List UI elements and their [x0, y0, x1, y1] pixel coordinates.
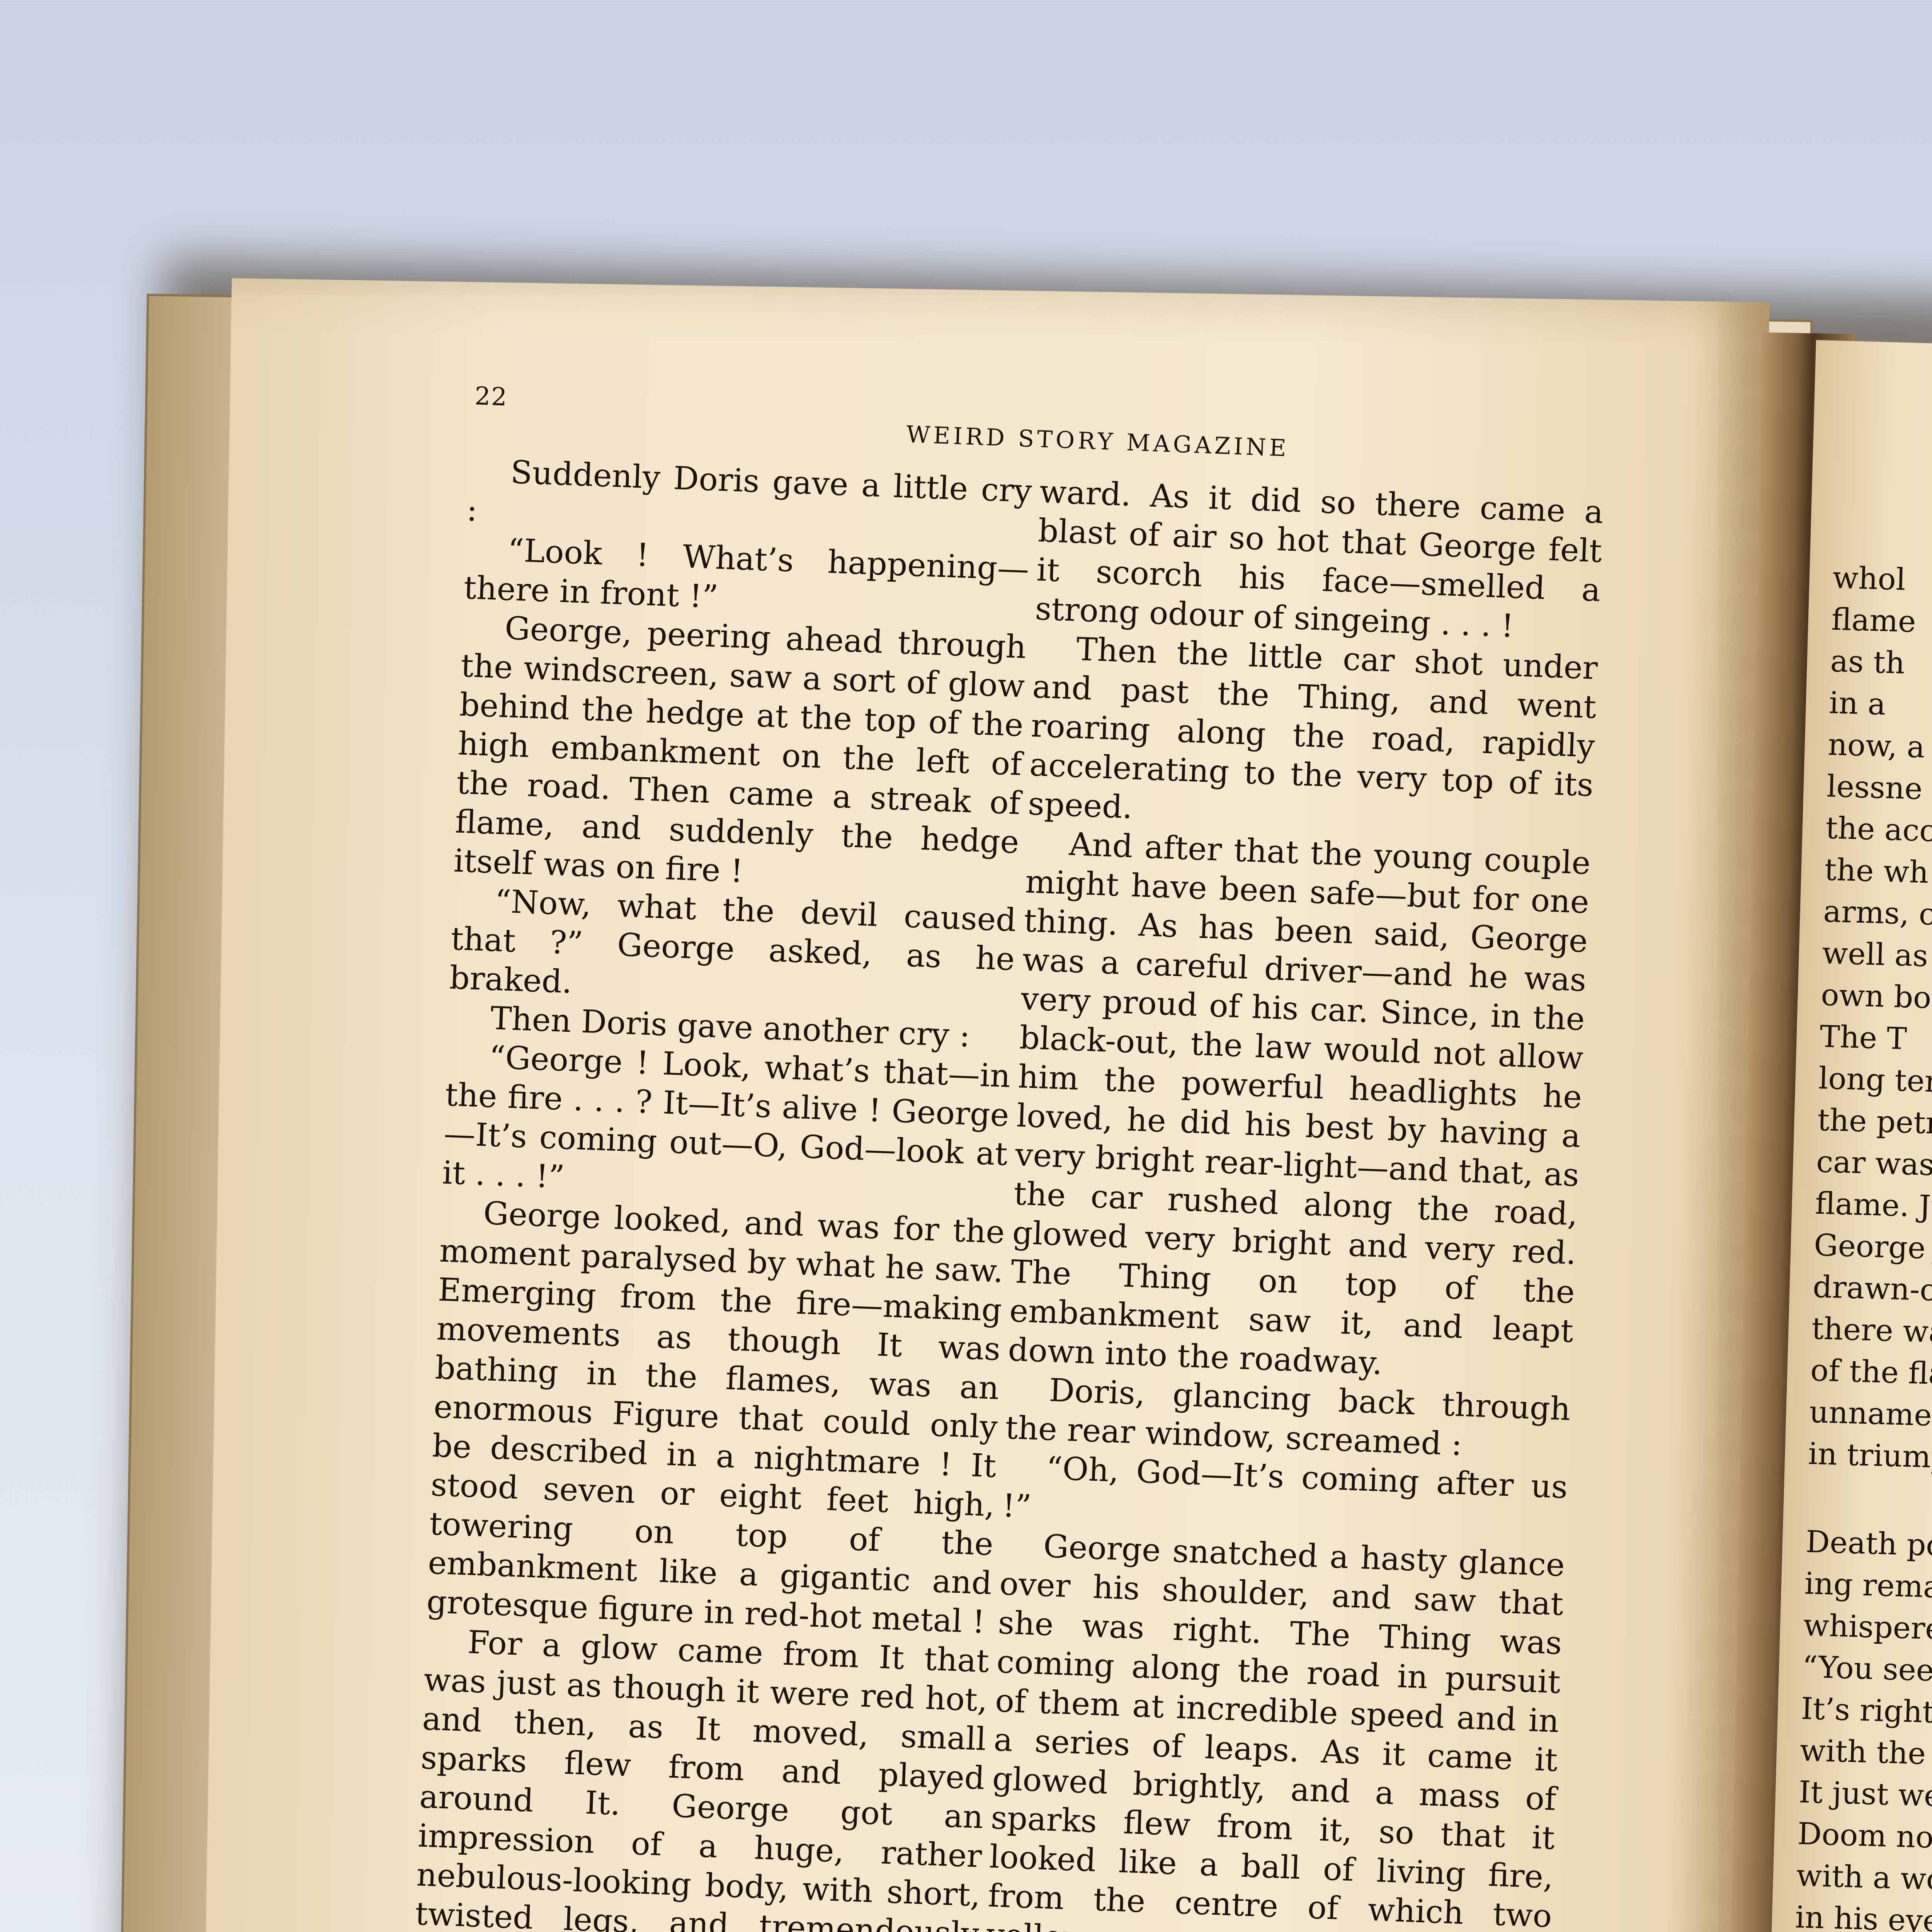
facing-line: It just went: [1798, 1771, 1932, 1823]
paragraph: For a glow came from It that was just as though it were red hot, and then, as It moved, small sparks flew from and played around It. George got an impression of a huge, rather nebulous-looking body, with short, twisted legs, and tremendously: [407, 1621, 990, 1932]
facing-line: the petro: [1817, 1099, 1932, 1151]
facing-line: whispered: [1803, 1604, 1932, 1656]
running-head: WEIRD STORY MAGAZINE: [906, 421, 1289, 462]
facing-line: car was: [1816, 1141, 1932, 1192]
facing-line: in his eyes,: [1794, 1896, 1932, 1932]
page-number: 22: [474, 382, 508, 412]
facing-line: flame: [1831, 599, 1932, 650]
facing-line: “You see,: [1802, 1646, 1932, 1697]
facing-line: well as: [1821, 932, 1932, 984]
paragraph: “Look ! What’s happening—there in front !”: [463, 529, 1029, 628]
facing-line: ing remain: [1804, 1563, 1932, 1614]
facing-line: arms, c: [1823, 891, 1932, 942]
paragraph: “George ! Look, what’s that—in the fire . . . ? It—It’s alive ! George—It’s coming out—O, God—look at it . . . !”: [442, 1036, 1011, 1213]
paragraph: Suddenly Doris gave a little cry :: [466, 451, 1032, 550]
paragraph: George, peering ahead through the windscreen, saw a sort of glow behind the hedge at the top of the high embankment on the left of the road. Then came a streak of flame, and suddenly the hedge itself was on fire !: [453, 607, 1027, 901]
paragraph: And after that the young couple might have been safe—but for one thing. As has been said, George was a careful driver—and he was very proud of his car. Since, in the black-out, the law would not allow him the powerful headlights he loved, he did his best by having a very bright rear-light—and that, as the car rushed along the road, glowed very bright and very red. The Thing on top of the embankment saw it, and leapt down into the roadway.: [1007, 823, 1591, 1390]
facing-line: flame. Ju: [1815, 1183, 1932, 1234]
facing-line: long ter: [1818, 1058, 1932, 1109]
facing-line: now, a: [1827, 724, 1932, 775]
paragraph: “Oh, God—It’s coming after us !”: [1002, 1447, 1568, 1546]
facing-line: whol: [1832, 557, 1932, 608]
facing-line: of the flam: [1810, 1350, 1932, 1401]
paragraph: “Now, what the devil caused that ?” George asked, as he braked.: [449, 880, 1017, 1018]
paragraph: ward. As it did so there came a blast of air so hot that George felt it scorch his face—smelled a strong odour of singeing . . . !: [1034, 472, 1604, 649]
facing-line: drawn-ou: [1812, 1266, 1932, 1318]
facing-line: as th: [1830, 640, 1932, 692]
facing-line: George: [1813, 1225, 1932, 1276]
facing-line: unnameab: [1809, 1391, 1932, 1443]
facing-line: the acc: [1825, 807, 1932, 859]
paragraph: George looked, and was for the moment paralysed by what he saw. Emerging from the fire—making movements as though It was bathing in the flames, was an enormous Figure that could only be described in a nightmare ! It stood seven or eight feet high, towering on top of the embankment like a gigantic and grotesque figure in red-hot metal !: [426, 1192, 1005, 1642]
paragraph: Then Doris gave another cry :: [447, 997, 1013, 1057]
facing-line: the wh: [1824, 849, 1932, 900]
facing-line: Doom nod: [1797, 1813, 1932, 1864]
facing-line: in triumph: [1808, 1433, 1932, 1485]
facing-line: in a: [1828, 682, 1932, 733]
facing-line: there was: [1811, 1308, 1932, 1359]
facing-line: own boo: [1820, 974, 1932, 1026]
facing-line: with a world: [1796, 1855, 1932, 1906]
paragraph: Doris, glancing back through the rear window, screamed :: [1005, 1369, 1571, 1468]
facing-line: The T: [1819, 1016, 1932, 1067]
facing-line: with the: [1799, 1730, 1932, 1781]
facing-line: lessne: [1826, 765, 1932, 817]
facing-line: Death po: [1805, 1521, 1932, 1572]
paragraph: George snatched a hasty glance over his shoulder, and saw that she was right. The Thing was coming along the road in pursuit of them at incredible speed and in a series of leaps. As it came it glowed brightly, and a mass of sparks flew from it, so that it looked like a ball of living fire, from the centre of which two: [985, 1525, 1565, 1932]
facing-line: It’s right: [1801, 1688, 1932, 1739]
paragraph: Then the little car shot under and past the Thing, and went roaring along the road, rapidly accelerating to the very top of its speed.: [1027, 628, 1599, 844]
